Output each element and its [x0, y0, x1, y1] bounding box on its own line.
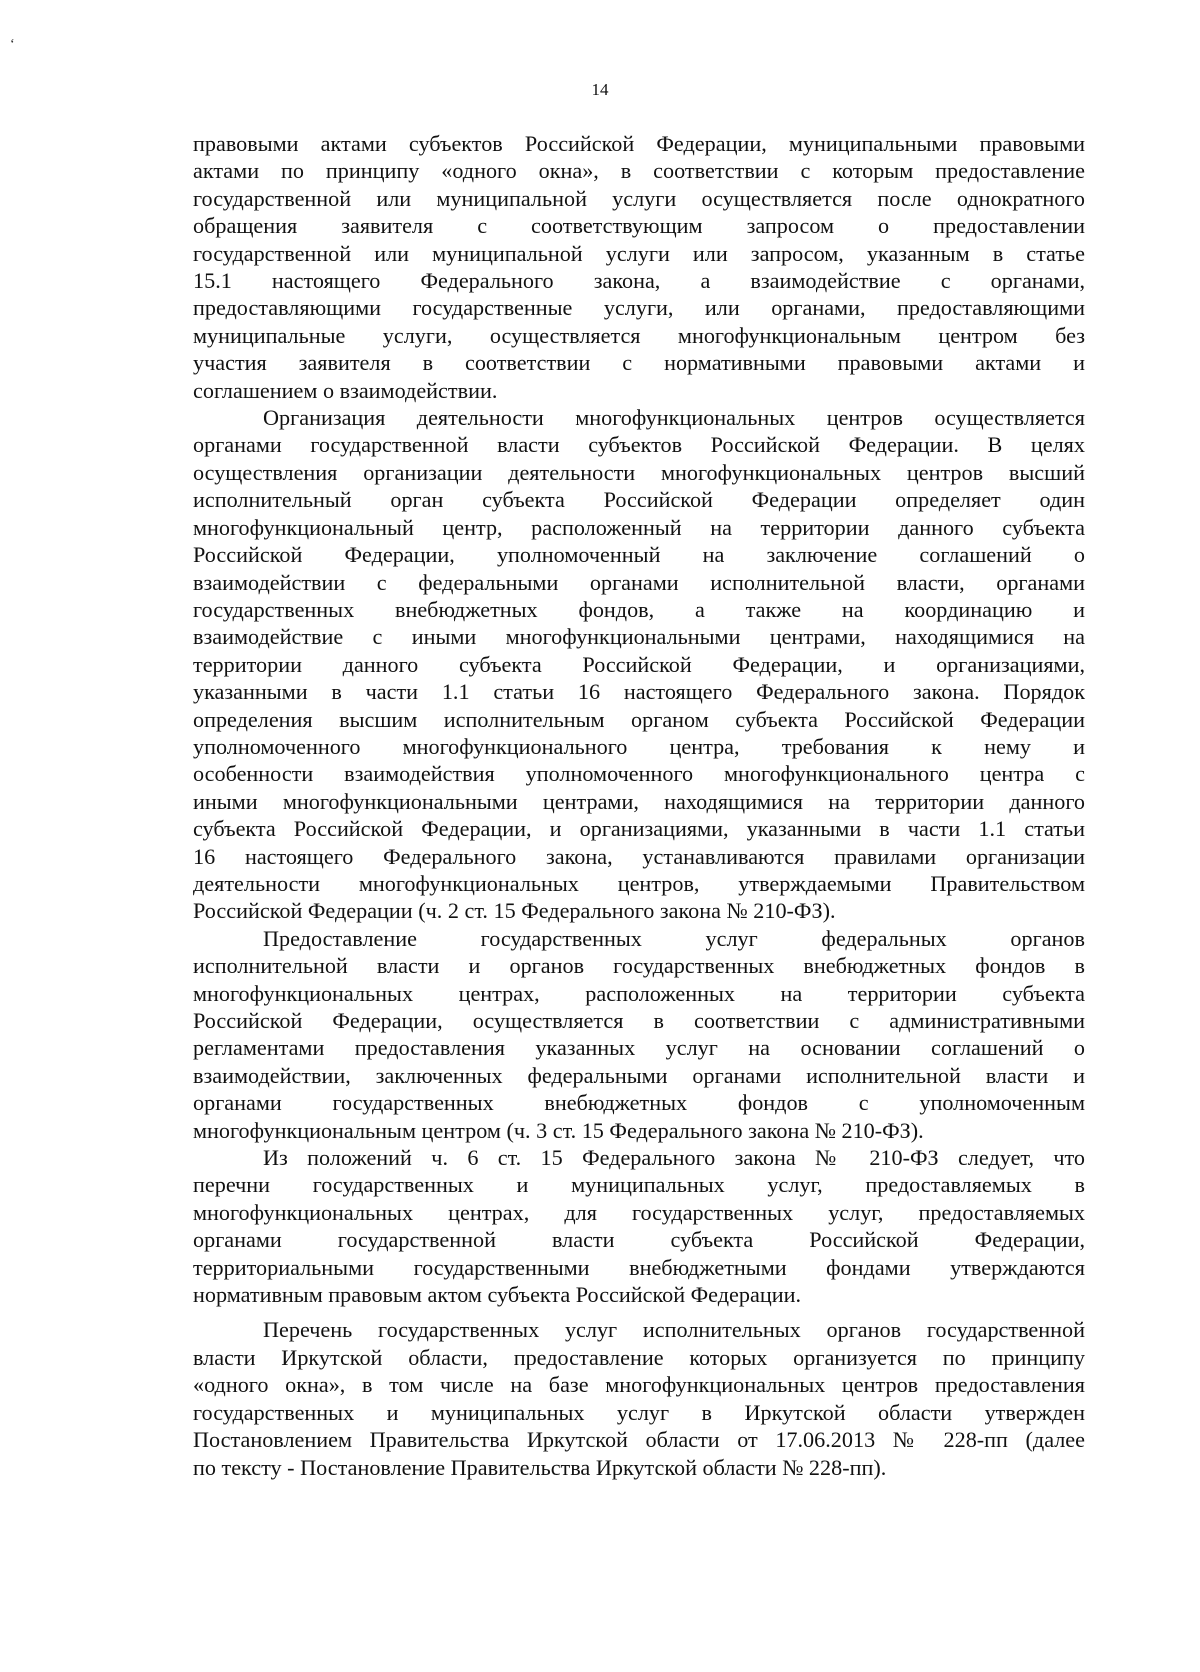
text-line: государственных внебюджетных фондов, а также на координацию и [193, 596, 1085, 622]
text-line: по тексту - Постановление Правительства Иркутской области № 228-пп). [193, 1454, 887, 1480]
text-line: многофункциональных центрах, для государственных услуг, предоставляемых [193, 1199, 1085, 1225]
text-line: уполномоченного многофункционального центра, требования к нему и [193, 733, 1085, 759]
text-line: исполнительный орган субъекта Российской Федерации определяет один [193, 487, 1085, 513]
text-line: Российской Федерации, осуществляется в соответствии с административными [193, 1008, 1085, 1033]
text-line: «одного окна», в том числе на базе многофункциональных центров предоставления [193, 1372, 1085, 1398]
text-line: Перечень государственных услуг исполнительных органов государственной [263, 1317, 1085, 1343]
text-line: Российской Федерации, уполномоченный на заключение соглашений о [193, 542, 1085, 568]
text-line: Российской Федерации (ч. 2 ст. 15 Федерального закона № 210-ФЗ). [193, 898, 836, 924]
text-line: муниципальные услуги, осуществляется многофункциональным центром без [193, 322, 1085, 348]
document-body [193, 130, 1085, 1481]
text-line: многофункциональным центром (ч. 3 ст. 15 Федерального закона № 210-ФЗ). [193, 1117, 924, 1143]
text-line: перечни государственных и муниципальных услуг, предоставляемых в [193, 1172, 1085, 1198]
text-line: деятельности многофункциональных центров, утверждаемыми Правительством [193, 870, 1085, 896]
text-line: участия заявителя в соответствии с нормативными правовыми актами и [193, 350, 1085, 376]
text-line: органами государственной власти субъектов Российской Федерации. В целях [193, 432, 1085, 458]
text-line: актами по принципу «одного окна», в соответствии с которым предоставление [193, 158, 1085, 184]
text-line: правовыми актами субъектов Российской Федерации, муниципальными правовыми [193, 131, 1085, 156]
text-line: исполнительной власти и органов государственных внебюджетных фондов в [193, 953, 1085, 979]
text-line: Организация деятельности многофункциональных центров осуществляется [263, 405, 1085, 431]
text-line: регламентами предоставления указанных услуг на основании соглашений о [193, 1035, 1085, 1061]
text-line: взаимодействие с иными многофункциональными центрами, находящимися на [193, 624, 1085, 650]
text-line: субъекта Российской Федерации, и организациями, указанными в части 1.1 статьи [193, 816, 1085, 842]
page-number: 14 [591, 80, 609, 99]
paragraph-2 [193, 404, 1085, 925]
text-line: многофункциональный центр, расположенный на территории данного субъекта [193, 514, 1085, 540]
text-line: Предоставление государственных услуг федеральных органов [263, 925, 1085, 951]
text-line: государственной или муниципальной услуги осуществляется после однократного [193, 185, 1085, 211]
text-line: взаимодействии, заключенных федеральными органами исполнительной власти и [193, 1062, 1085, 1088]
text-line: предоставляющими государственные услуги, или органами, предоставляющими [193, 295, 1085, 321]
text-line: указанными в части 1.1 статьи 16 настоящего Федерального закона. Порядок [193, 679, 1085, 705]
text-line: государственной или муниципальной услуги или запросом, указанным в статье [193, 240, 1085, 266]
text-line: органами государственных внебюджетных фондов с уполномоченным [193, 1090, 1085, 1116]
text-line: соглашением о взаимодействии. [193, 377, 498, 403]
text-line: многофункциональных центрах, расположенных на территории субъекта [193, 980, 1085, 1006]
text-line: территории данного субъекта Российской Федерации, и организациями, [193, 651, 1085, 677]
paragraph-3 [193, 925, 1085, 1144]
text-line: обращения заявителя с соответствующим запросом о предоставлении [193, 213, 1085, 239]
paragraph-1 [193, 130, 1085, 404]
text-line: 15.1 настоящего Федерального закона, а взаимодействие с органами, [193, 268, 1085, 294]
text-line: власти Иркутской области, предоставление которых организуется по принципу [193, 1344, 1085, 1370]
text-line: осуществления организации деятельности многофункциональных центров высший [193, 459, 1085, 485]
paragraph-5 [193, 1316, 1085, 1480]
text-line: иными многофункциональными центрами, находящимися на территории данного [193, 788, 1085, 814]
text-line: взаимодействии с федеральными органами исполнительной власти, органами [193, 569, 1085, 595]
text-line: органами государственной власти субъекта Российской Федерации, [193, 1227, 1085, 1253]
paragraph-4 [193, 1144, 1085, 1308]
text-line: территориальными государственными внебюджетными фондами утверждаются [193, 1254, 1085, 1280]
text-line: нормативным правовым актом субъекта Российской Федерации. [193, 1282, 801, 1308]
text-line: Постановлением Правительства Иркутской области от 17.06.2013 № 228-пп (далее [193, 1427, 1085, 1453]
text-line: 16 настоящего Федерального закона, устанавливаются правилами организации [193, 843, 1085, 869]
text-line: определения высшим исполнительным органом субъекта Российской Федерации [193, 706, 1085, 732]
text-line: государственных и муниципальных услуг в Иркутской области утвержден [193, 1399, 1085, 1425]
scan-speck: ‘ [10, 37, 15, 52]
text-line: особенности взаимодействия уполномоченного многофункционального центра с [193, 761, 1085, 787]
text-line: Из положений ч. 6 ст. 15 Федерального закона № 210-ФЗ следует, что [263, 1145, 1085, 1171]
